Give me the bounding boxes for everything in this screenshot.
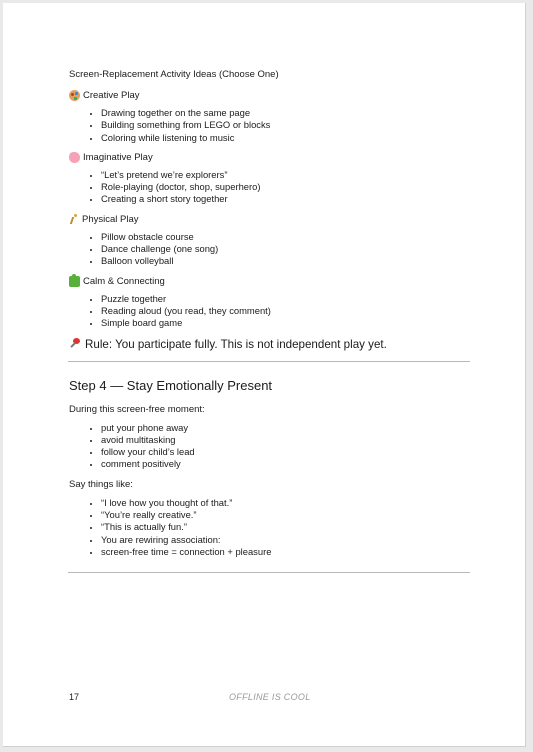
section-physical-play — [69, 214, 469, 225]
list-item: • You are rewiring association: — [101, 534, 469, 546]
palette-icon — [69, 90, 80, 101]
say-list — [69, 497, 469, 558]
page-content — [69, 69, 469, 573]
list-item: • Puzzle together — [101, 293, 469, 305]
list-item: • Dance challenge (one song) — [101, 243, 469, 255]
list-item: • Simple board game — [101, 317, 469, 329]
step-heading: Step 4 — Stay Emotionally Present — [69, 377, 273, 393]
section-imaginative-play — [69, 152, 469, 163]
rule-callout — [69, 338, 469, 351]
puzzle-icon — [69, 276, 80, 287]
list-item: • Pillow obstacle course — [101, 231, 469, 243]
calm-connecting-list — [69, 293, 469, 330]
brain-icon — [69, 152, 80, 163]
creative-play-list — [69, 107, 469, 144]
list-item: • “Let’s pretend we’re explorers” — [101, 169, 469, 181]
divider — [68, 361, 470, 362]
footer-title: OFFLINE IS COOL — [229, 692, 311, 702]
list-item: • comment positively — [101, 458, 469, 470]
imaginative-play-list — [69, 169, 469, 206]
list-item: • “I love how you thought of that.” — [101, 497, 469, 509]
pushpin-icon — [69, 338, 81, 350]
list-item: • Role-playing (doctor, shop, superhero) — [101, 181, 469, 193]
rule-text: Rule: You participate fully. This is not independent play yet. — [85, 337, 387, 351]
say-label: Say things like: — [69, 478, 133, 490]
list-item: • screen-free time = connection + pleasure — [101, 546, 469, 558]
page-number: 17 — [69, 692, 80, 702]
divider — [68, 572, 470, 573]
activity-ideas-heading: Screen-Replacement Activity Ideas (Choose One) — [69, 69, 279, 80]
document-page — [3, 3, 526, 747]
physical-play-list — [69, 231, 469, 268]
list-item: • Drawing together on the same page — [101, 107, 469, 119]
list-item: • Creating a short story together — [101, 193, 469, 205]
section-title: Imaginative Play — [83, 151, 153, 163]
runner-icon — [69, 214, 79, 225]
list-item: • Reading aloud (you read, they comment) — [101, 305, 469, 317]
list-item: • Balloon volleyball — [101, 255, 469, 267]
list-item: • follow your child’s lead — [101, 446, 469, 458]
section-title: Creative Play — [83, 90, 140, 101]
section-title: Calm & Connecting — [83, 275, 165, 287]
list-item: • put your phone away — [101, 422, 469, 434]
section-calm-connecting — [69, 276, 469, 287]
section-title: Physical Play — [82, 213, 139, 225]
list-item: • “This is actually fun.” — [101, 521, 469, 533]
list-item: • “You’re really creative.” — [101, 509, 469, 521]
list-item: • avoid multitasking — [101, 434, 469, 446]
during-label: During this screen-free moment: — [69, 403, 205, 415]
list-item: • Coloring while listening to music — [101, 132, 469, 144]
list-item: • Building something from LEGO or blocks — [101, 119, 469, 131]
section-creative-play — [69, 90, 469, 101]
during-list — [69, 422, 469, 471]
